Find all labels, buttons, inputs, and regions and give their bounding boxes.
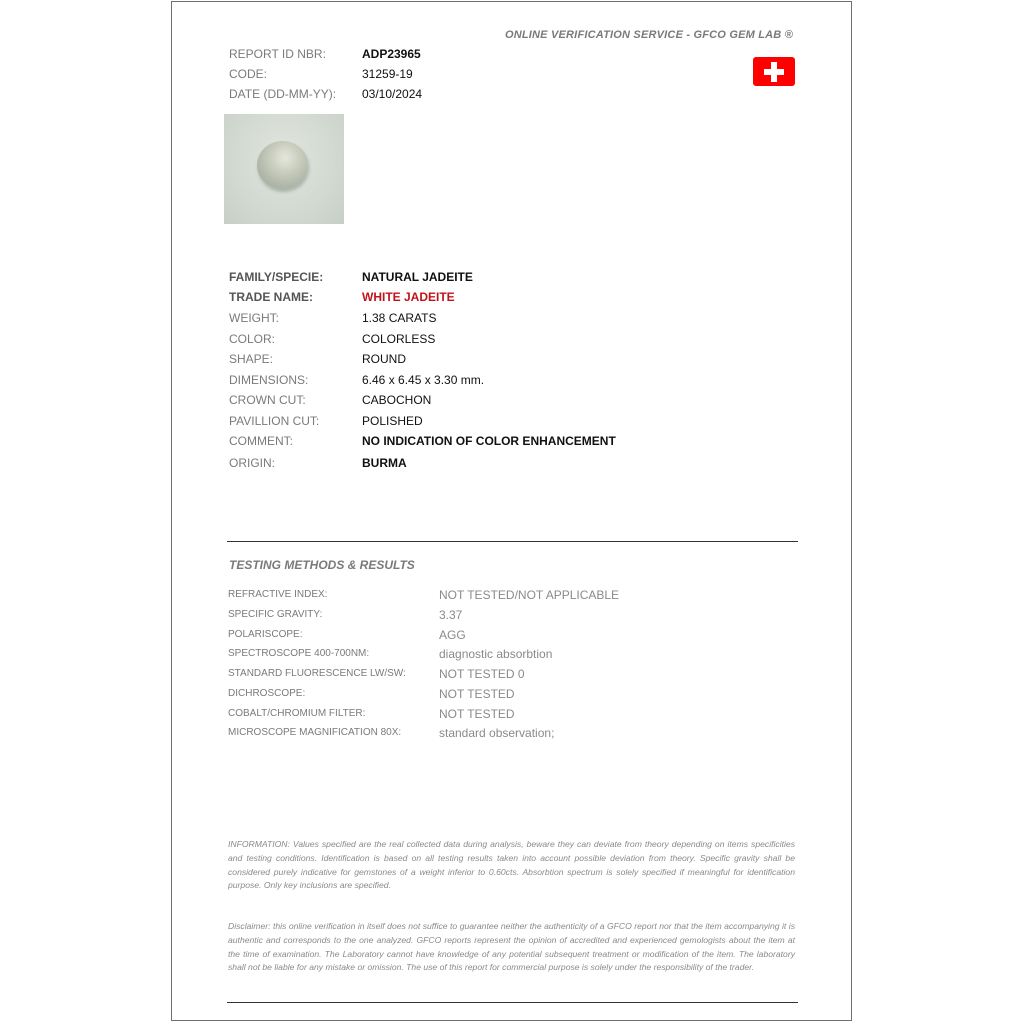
- origin-value: BURMA: [362, 456, 407, 470]
- test-value: NOT TESTED: [439, 687, 515, 701]
- report-page: [171, 1, 852, 1021]
- date-value: 03/10/2024: [362, 87, 423, 101]
- test-label: DICHROSCOPE:: [228, 688, 306, 699]
- test-value: 3.37: [439, 608, 463, 622]
- trade-name-value: WHITE JADEITE: [362, 290, 455, 304]
- test-label: SPECIFIC GRAVITY:: [228, 609, 323, 620]
- test-label: STANDARD FLUORESCENCE LW/SW:: [228, 668, 406, 679]
- comment-label: COMMENT:: [229, 434, 293, 448]
- shape-value: ROUND: [362, 352, 406, 366]
- report-id-label: REPORT ID NBR:: [229, 47, 326, 61]
- test-label: POLARISCOPE:: [228, 629, 303, 640]
- service-title: ONLINE VERIFICATION SERVICE - GFCO GEM LAB ®: [504, 29, 793, 41]
- dimensions-value: 6.46 x 6.45 x 3.30 mm.: [362, 373, 485, 387]
- crown-cut-value: CABOCHON: [362, 393, 432, 407]
- test-value: NOT TESTED: [439, 707, 515, 721]
- information-paragraph: INFORMATION: Values specified are the real collected data during analysis, beware they can deviate from theory depending on items specificities and testing conditions. Identification is based on all testing results taken into account possible deviation from theory. Specific gravity shall be considered purely indicative for gemstones of a weight inferior to 0.60cts. Absorbtion spectrum is solely specified if meaningful for identification purpose. Only key inclusions are specified.: [228, 839, 795, 891]
- date-label: DATE (DD-MM-YY):: [229, 87, 337, 101]
- code-label: CODE:: [229, 67, 268, 81]
- swiss-flag-icon: [753, 57, 795, 86]
- pavillion-cut-label: PAVILLION CUT:: [229, 414, 320, 428]
- section-divider: [227, 541, 798, 542]
- pavillion-cut-value: POLISHED: [362, 414, 423, 428]
- weight-value: 1.38 CARATS: [362, 311, 437, 325]
- family-value: NATURAL JADEITE: [362, 270, 473, 284]
- weight-label: WEIGHT:: [229, 311, 279, 325]
- dimensions-label: DIMENSIONS:: [229, 373, 309, 387]
- disclaimer-paragraph: Disclaimer: this online verification in itself does not suffice to guarantee neither the authenticity of a GFCO report nor that the item accompanying it is authentic and corresponds to the one analyzed. GFCO reports represent the opinion of accredited and experienced gemologists about the item at the time of examination. The Laboratory cannot have knowledge of any potential subsequent treatment or modification of the item. The laboratory shall not be liable for any mistake or omission. The use of this report for commercial purpose is solely under the responsibility of the trader.: [228, 921, 795, 973]
- test-value: standard observation;: [439, 726, 555, 740]
- footer-divider: [227, 1002, 798, 1003]
- shape-label: SHAPE:: [229, 352, 274, 366]
- test-label: COBALT/CHROMIUM FILTER:: [228, 708, 366, 719]
- test-value: diagnostic absorbtion: [439, 647, 553, 661]
- color-label: COLOR:: [229, 332, 276, 346]
- gemstone-photo: [224, 114, 344, 224]
- crown-cut-label: CROWN CUT:: [229, 393, 306, 407]
- family-label: FAMILY/SPECIE:: [229, 270, 324, 284]
- report-id-value: ADP23965: [362, 47, 421, 61]
- test-value: NOT TESTED 0: [439, 667, 525, 681]
- origin-label: ORIGIN:: [229, 456, 276, 470]
- test-value: NOT TESTED/NOT APPLICABLE: [439, 588, 620, 602]
- testing-title: TESTING METHODS & RESULTS: [229, 558, 415, 572]
- color-value: COLORLESS: [362, 332, 436, 346]
- code-value: 31259-19: [362, 67, 413, 81]
- test-label: SPECTROSCOPE 400-700NM:: [228, 648, 370, 659]
- test-label: MICROSCOPE MAGNIFICATION 80X:: [228, 727, 402, 738]
- trade-name-label: TRADE NAME:: [229, 290, 313, 304]
- test-label: REFRACTIVE INDEX:: [228, 589, 328, 600]
- comment-value: NO INDICATION OF COLOR ENHANCEMENT: [362, 434, 616, 448]
- test-value: AGG: [439, 628, 466, 642]
- gemstone-image: [257, 141, 308, 189]
